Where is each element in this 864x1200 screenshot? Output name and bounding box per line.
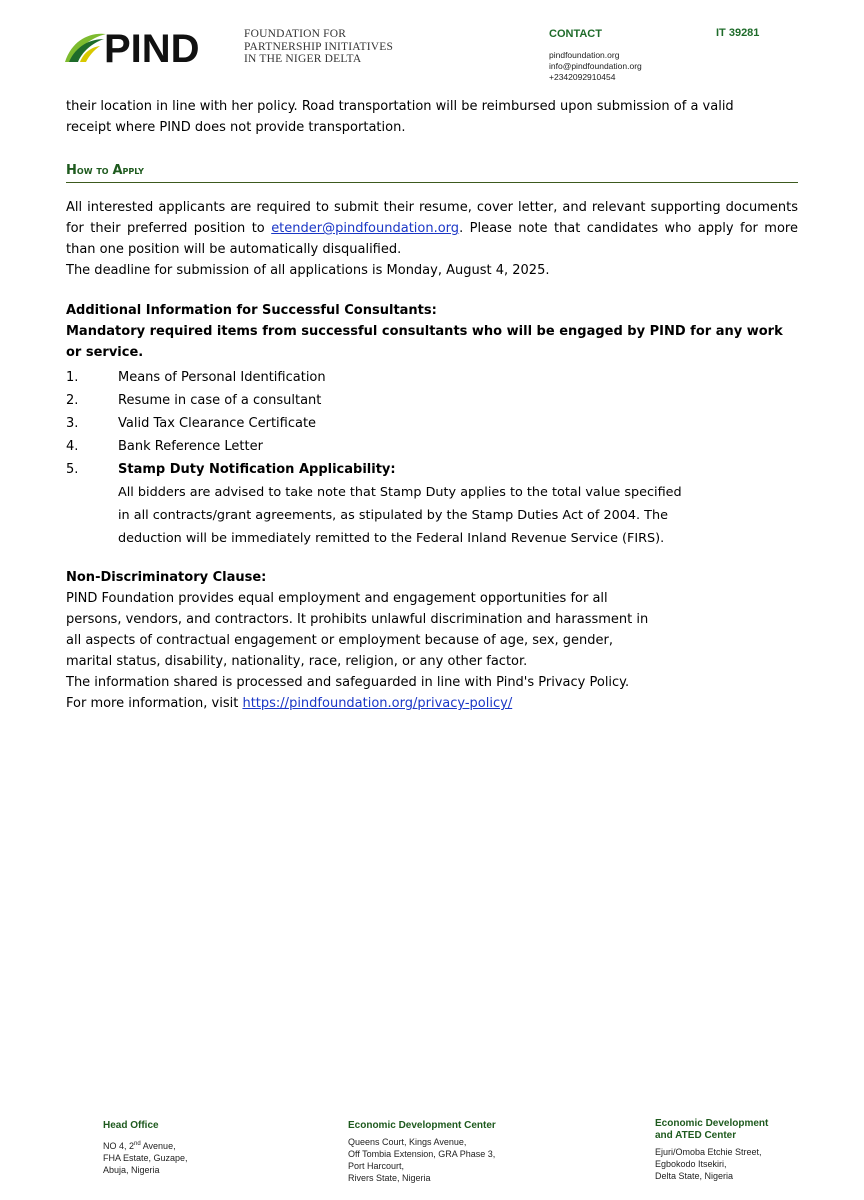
footer-title: Economic Development and ATED Center — [655, 1118, 769, 1141]
org-name-line: PARTNERSHIP INITIATIVES — [244, 40, 394, 53]
contact-email[interactable]: info@pindfoundation.org — [549, 61, 642, 71]
how-to-apply-paragraph: All interested applicants are required to submit their resume, cover letter, and relevant supporting documents for their preferred position to etender@pindfoundation.org. Please note that candidates who apply for more than one position will be automatically disqualified. — [66, 200, 798, 257]
deadline-text: The deadline for submission of all applications is Monday, August 4, 2025. — [66, 263, 550, 278]
list-item: 5. Stamp Duty Notification Applicability: — [66, 462, 396, 477]
list-item: 3. Valid Tax Clearance Certificate — [66, 416, 317, 431]
list-item: 1. Means of Personal Identification — [66, 370, 326, 385]
contact-label: CONTACT — [549, 28, 602, 40]
footer-title: Head Office — [103, 1120, 159, 1131]
intro-paragraph — [66, 96, 798, 138]
list-item: 4. Bank Reference Letter — [66, 439, 263, 454]
additional-info-subtitle: Mandatory required items from successful consultants who will be engaged by PIND for any work or service. — [66, 324, 783, 360]
required-items-list — [66, 366, 798, 550]
contact-phone: +2342092910454 — [549, 72, 616, 82]
intro-line: their location in line with her policy. Road transportation will be reimbursed upon submission of a valid — [66, 99, 734, 114]
stamp-duty-text: All bidders are advised to take note that Stamp Duty applies to the total value specified in all contracts/grant agreements, as stipulated by the Stamp Duties Act of 2004. The deduction will be immediately remitted to the Federal Inland Revenue Service (FIRS). — [118, 485, 682, 546]
application-email-link[interactable]: etender@pindfoundation.org — [271, 221, 460, 236]
contact-details — [549, 50, 642, 83]
additional-info-title: Additional Information for Successful Consultants: — [66, 303, 437, 318]
footer-head-office: Head Office NO 4, 2nd Avenue, FHA Estate, Guzape, Abuja, Nigeria — [103, 1120, 188, 1175]
pind-logo-mark — [64, 26, 234, 66]
document-reference: IT 39281 — [716, 27, 760, 39]
document-body — [66, 96, 798, 714]
org-name-line: FOUNDATION FOR — [244, 28, 347, 40]
non-discriminatory-body: PIND Foundation provides equal employment and engagement opportunities for all persons, vendors, and contractors. It prohibits unlawful discrimination and harassment in all aspects of contractual engagement or employment because of age, sex, gender, marital status, disability, nationality, race, religion, or any other factor. The information shared is processed and safeguarded in line with Pind's Privacy Policy. For more information, visit https://pindfoundation.org/privacy-policy/ — [66, 591, 649, 711]
pind-logo — [64, 26, 234, 66]
list-item: 2. Resume in case of a consultant — [66, 393, 322, 408]
intro-line: receipt where PIND does not provide transportation. — [66, 120, 406, 135]
footer-title: Economic Development Center — [348, 1120, 496, 1131]
organization-name — [244, 28, 393, 66]
org-name-line: IN THE NIGER DELTA — [244, 53, 362, 65]
logo-wordmark: PIND — [104, 27, 200, 66]
how-to-apply-heading: How to Apply — [66, 162, 798, 183]
non-discriminatory-title: Non-Discriminatory Clause: — [66, 570, 267, 585]
contact-website[interactable]: pindfoundation.org — [549, 50, 620, 60]
footer-edc: Economic Development Center Queens Court, Kings Avenue, Off Tombia Extension, GRA Phase 3, Port Harcourt, Rivers State, Nigeria — [348, 1120, 496, 1183]
footer-ated: Economic Development and ATED Center Ejuri/Omoba Etchie Street, Egbokodo Itsekiri, Delta State, Nigeria — [655, 1118, 769, 1181]
privacy-policy-link[interactable]: https://pindfoundation.org/privacy-policy/ — [242, 696, 513, 711]
